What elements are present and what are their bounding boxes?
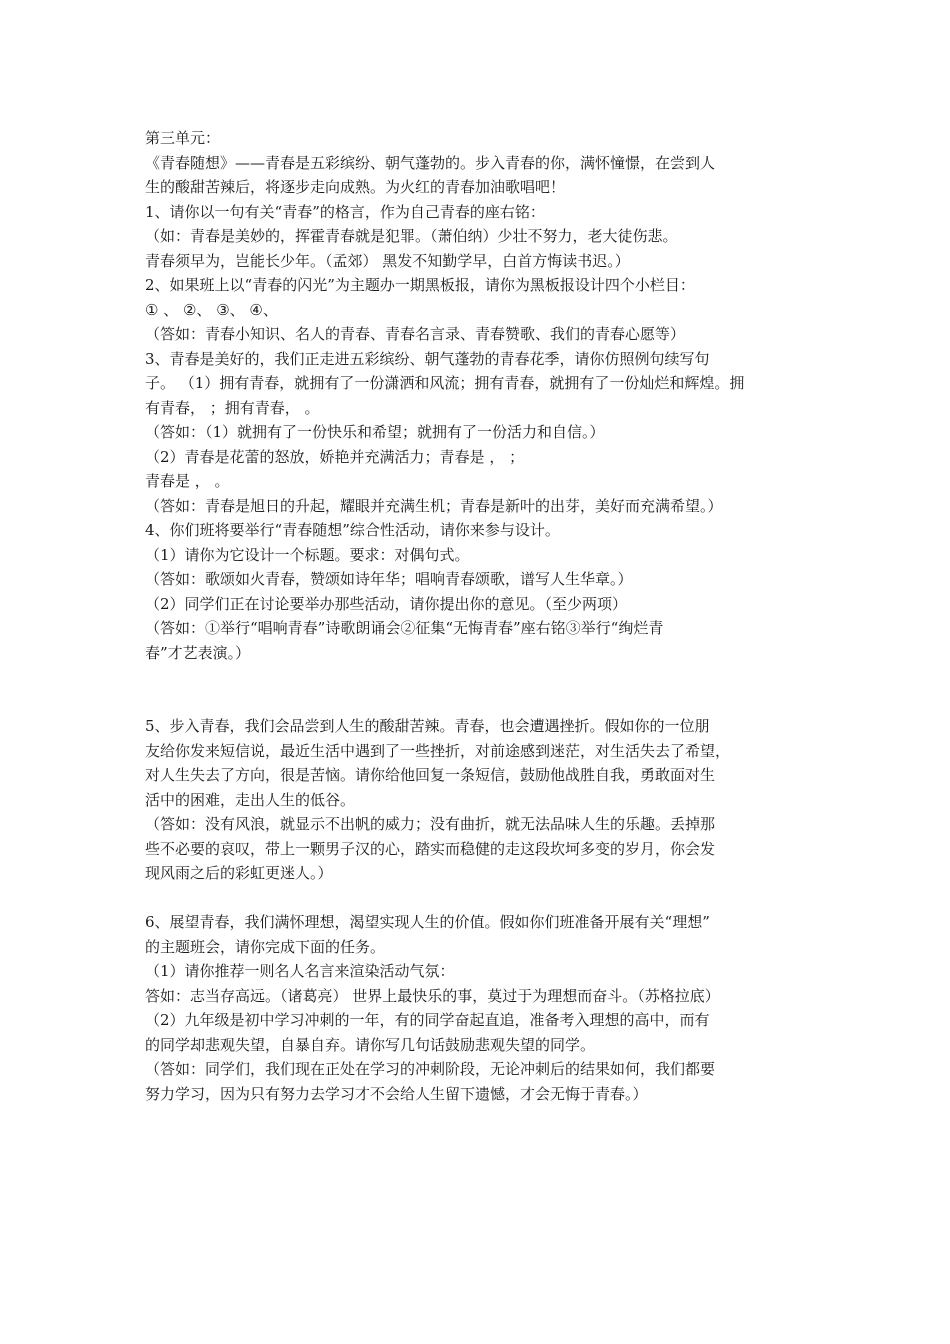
question-3: 3、青春是美好的，我们正走进五彩缤纷、朝气蓬勃的青春花季，请你仿照例句续写句 <box>145 349 710 368</box>
question-6: 6、展望青春，我们满怀理想，渴望实现人生的价值。假如你们班准备开展有关“理想” <box>145 913 710 931</box>
question-6-2: （2）九年级是初中学习冲刺的一年，有的同学奋起直追，准备考入理想的高中，而有 <box>145 1011 710 1029</box>
answer-5: 现风雨之后的彩虹更迷人。） <box>145 864 333 882</box>
question-6: 的主题班会，请你完成下面的任务。 <box>145 937 386 956</box>
answer-1: （如：青春是美妙的，挥霍青春就是犯罪。（萧伯纳）少壮不努力，老大徒伤悲。 <box>145 227 678 245</box>
section-unit-3 <box>145 126 825 665</box>
question-4: 4、你们班将要举行“青春随想”综合性活动，请你来参与设计。 <box>145 521 560 539</box>
answer-3-2: （答如：青春是旭日的升起，耀眼并充满生机；青春是新叶的出芽，美好而充满希望。） <box>145 496 723 515</box>
question-5: 友给你发来短信说，最近生活中遇到了一些挫折，对前途感到迷茫，对生活失去了希望， <box>145 741 731 760</box>
question-5: 5、步入青春，我们会品尝到人生的酸甜苦辣。青春，也会遭遇挫折。假如你的一位朋 <box>145 717 710 735</box>
question-3-2: 青春是 ， 。 <box>145 472 230 490</box>
intro-line: 生的酸甜苦辣后，将逐步走向成熟。为火红的青春加油歌唱吧！ <box>145 178 566 196</box>
question-5: 对人生失去了方向，很是苦恼。请你给他回复一条短信，鼓励他战胜自我，勇敢面对生 <box>145 766 716 784</box>
section-question-6 <box>145 910 825 1106</box>
question-2: 2、如果班上以“青春的闪光”为主题办一期黑板报，请你为黑板报设计四个小栏目： <box>145 276 695 294</box>
question-3-2: （2）青春是花蕾的怒放，娇艳并充满活力；青春是 ， ； <box>145 447 525 466</box>
answer-4-2: 春”才艺表演。） <box>145 643 251 662</box>
section-question-5 <box>145 714 825 886</box>
question-3: 有青春， ；拥有青春， 。 <box>145 398 320 417</box>
answer-4-1: （答如：歌颂如火青春，赞颂如诗年华；唱响青春颂歌，谱写人生华章。） <box>145 570 633 588</box>
question-4-2: （2）同学们正在讨论要举办那些活动，请你提出你的意见。（至少两项） <box>145 594 628 613</box>
question-4-1: （1）请你为它设计一个标题。要求：对偶句式。 <box>145 545 470 564</box>
question-6-1: （1）请你推荐一则名人名言来渲染活动气氛： <box>145 962 455 980</box>
answer-6-2: （答如：同学们，我们现在正处在学习的冲刺阶段，无论冲刺后的结果如何，我们都要 <box>145 1060 716 1078</box>
answer-6-1: 答如：志当存高远。（诸葛亮） 世界上最快乐的事，莫过于为理想而奋斗。（苏格拉底） <box>145 986 720 1005</box>
unit-title: 第三单元： <box>145 129 221 147</box>
question-5: 活中的困难，走出人生的低谷。 <box>145 790 356 809</box>
answer-6-2: 努力学习，因为只有努力去学习才不会给人生留下遗憾，才会无悔于青春。） <box>145 1084 648 1103</box>
answer-5: （答如：没有风浪，就显示不出帆的威力；没有曲折，就无法品味人生的乐趣。丢掉那 <box>145 815 716 833</box>
question-2-blanks: ① 、 ②、 ③、 ④、 <box>145 300 278 319</box>
spacer <box>145 665 825 714</box>
question-1: 1、请你以一句有关“青春”的格言，作为自己青春的座右铭： <box>145 202 545 221</box>
answer-1: 青春须早为，岂能长少年。（孟郊） 黑发不知勤学早，白首方悔读书迟。） <box>145 251 630 270</box>
answer-4-2: （答如：①举行“唱响青春”诗歌朗诵会②征集“无悔青春”座右铭③举行“绚烂青 <box>145 619 664 637</box>
document-body <box>145 126 825 1106</box>
intro-line: 《青春随想》——青春是五彩缤纷、朝气蓬勃的。步入青春的你，满怀憧憬，在尝到人 <box>145 153 716 172</box>
spacer <box>145 886 825 911</box>
answer-2: （答如：青春小知识、名人的青春、青春名言录、青春赞歌、我们的青春心愿等） <box>145 325 686 343</box>
question-6-2: 的同学却悲观失望，自暴自弃。请你写几句话鼓励悲观失望的同学。 <box>145 1035 596 1054</box>
answer-5: 些不必要的哀叹，带上一颗男子汉的心，踏实而稳健的走这段坎坷多变的岁月，你会发 <box>145 839 716 858</box>
answer-3-1: （答如：（1）就拥有了一份快乐和希望；就拥有了一份活力和自信。） <box>145 423 605 441</box>
question-3: 子。 （1）拥有青春，就拥有了一份潇洒和风流；拥有青春，就拥有了一份灿烂和辉煌。拥 <box>145 374 745 392</box>
